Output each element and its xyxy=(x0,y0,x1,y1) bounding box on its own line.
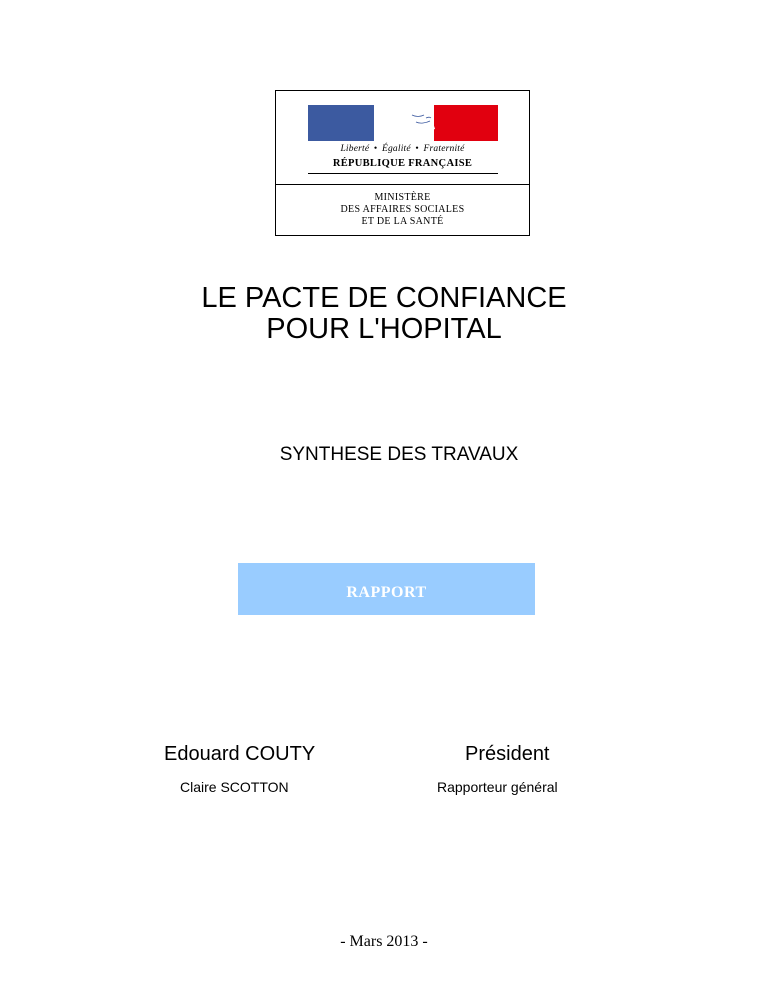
motto-egalite: Égalité xyxy=(381,144,411,154)
republic-motto xyxy=(276,144,529,154)
marianne-flag-icon xyxy=(308,105,498,141)
document-subtitle: SYNTHESE DES TRAVAUX xyxy=(279,444,519,465)
ministry-name-line: DES AFFAIRES SOCIALES xyxy=(340,204,465,215)
president-role: Président xyxy=(465,743,550,765)
logo-rule xyxy=(308,173,498,174)
logo-divider xyxy=(276,184,529,185)
motto-fraternite: Fraternité xyxy=(423,144,465,154)
publication-date: - Mars 2013 - xyxy=(340,933,428,950)
title-line-1: LE PACTE DE CONFIANCE xyxy=(201,282,567,314)
president-name: Edouard COUTY xyxy=(164,743,316,765)
ministry-name-line: ET DE LA SANTÉ xyxy=(361,216,444,227)
document-title xyxy=(0,283,768,345)
motto-liberte: Liberté xyxy=(340,144,370,154)
ministry-logo xyxy=(275,90,530,236)
title-line-2: POUR L'HOPITAL xyxy=(266,313,502,345)
motto-separator: • xyxy=(373,144,378,154)
ministry-name-line: MINISTÈRE xyxy=(374,192,431,203)
rapporteur-name: Claire SCOTTON xyxy=(180,779,289,795)
rapporteur-role: Rapporteur général xyxy=(437,779,558,795)
rapport-banner xyxy=(238,563,535,615)
republique-francaise-label: RÉPUBLIQUE FRANÇAISE xyxy=(332,158,473,169)
rapport-label: RAPPORT xyxy=(346,584,427,601)
motto-separator: • xyxy=(415,144,419,154)
